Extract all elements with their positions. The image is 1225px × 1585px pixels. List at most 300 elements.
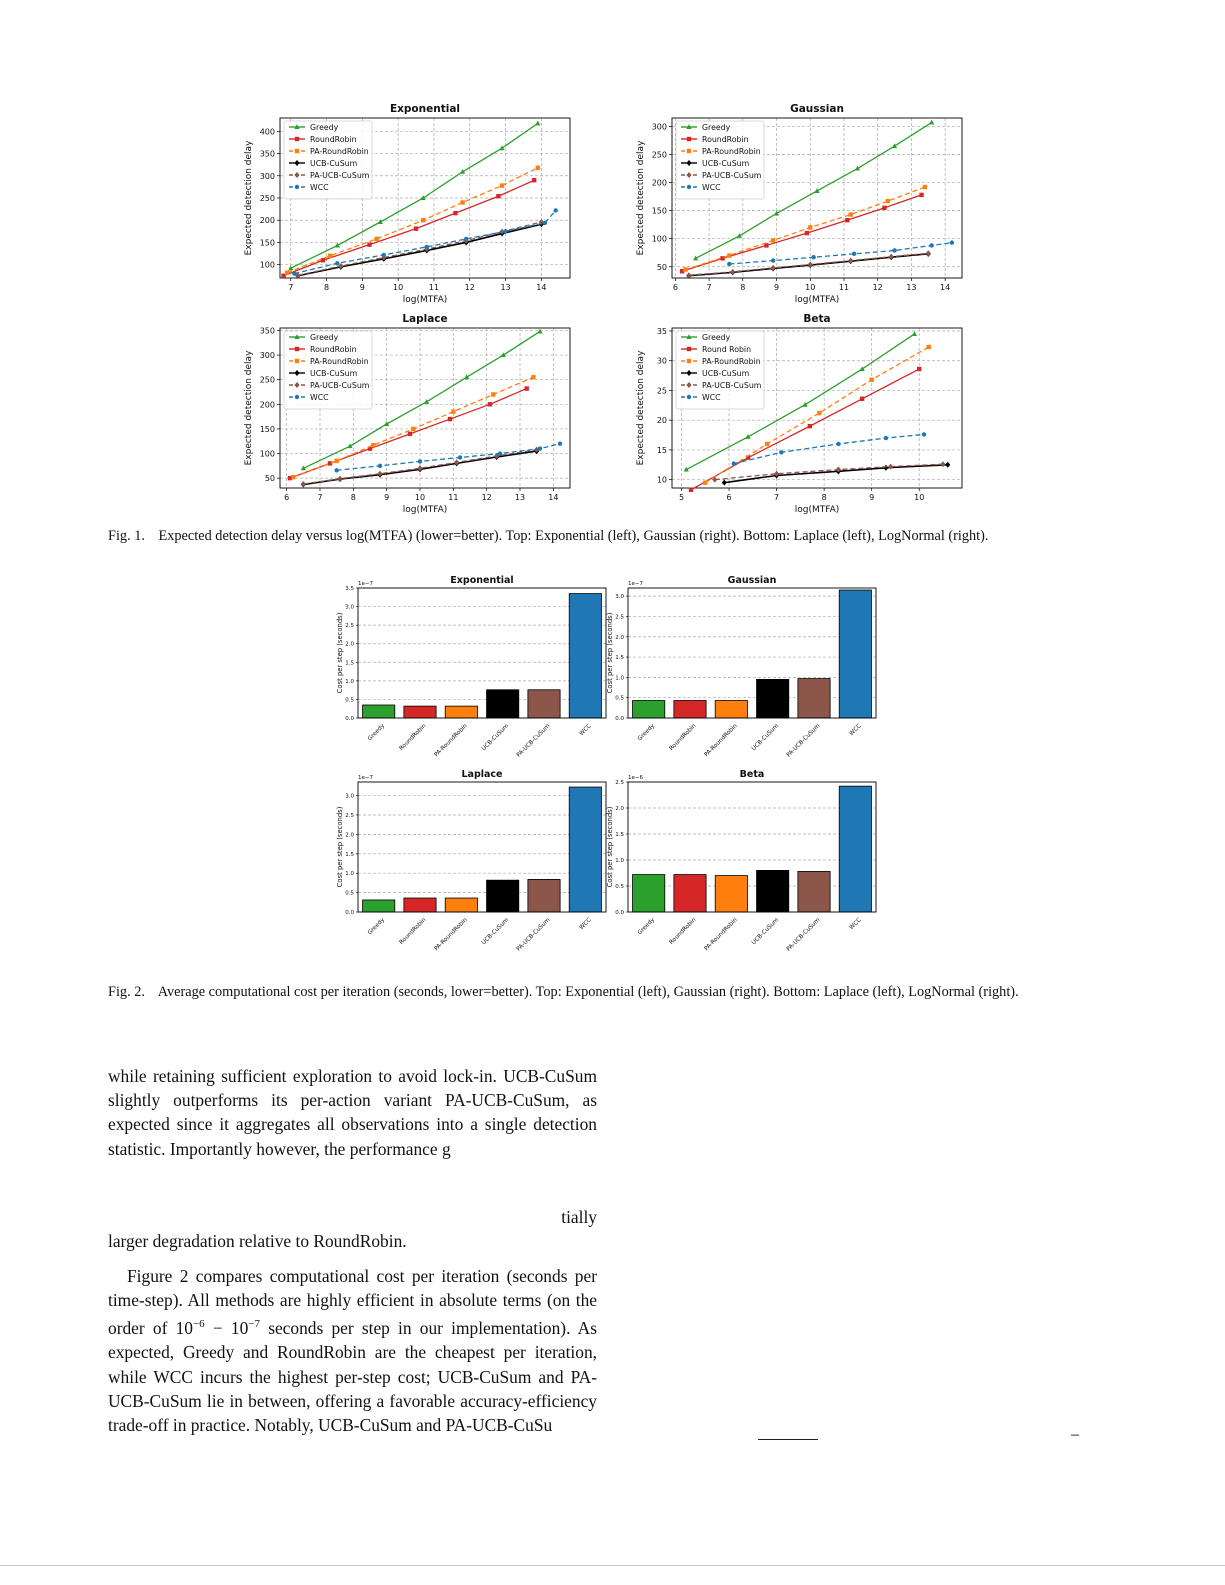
y-tick-label: 3.0: [615, 594, 624, 601]
axis-scale-label: 1e−7: [628, 581, 643, 587]
y-tick-label: 1.0: [615, 858, 624, 864]
x-axis-label: log(MTFA): [402, 505, 448, 515]
y-tick-label: 1.5: [345, 660, 354, 667]
y-tick-label: 2.0: [615, 806, 624, 812]
bar-greedy: [363, 900, 395, 912]
data-point-pa_roundrobin: [411, 427, 415, 431]
data-point-wcc: [892, 248, 896, 252]
data-point-pa_roundrobin: [703, 480, 707, 484]
data-point-pa_roundrobin: [765, 442, 769, 446]
legend-label-ucb_cusum: UCB-CuSum: [702, 159, 750, 168]
legend-label-pa_roundrobin: PA-RoundRobin: [310, 147, 369, 156]
bar-roundrobin: [674, 875, 706, 912]
x-tick-label: PA-RoundRobin: [703, 723, 739, 759]
bar-wcc: [569, 787, 601, 912]
y-tick-label: 2.0: [615, 634, 624, 641]
y-tick-label: 0.5: [345, 697, 354, 704]
data-point-pa_ucb_cusum: [926, 250, 931, 256]
y-tick-label: 350: [259, 149, 275, 159]
y-axis-label: Cost per step (seconds): [606, 806, 614, 888]
y-axis-label: Cost per step (seconds): [336, 612, 344, 694]
data-point-roundrobin: [524, 386, 528, 390]
x-tick-label: 12: [872, 283, 883, 292]
data-point-greedy: [535, 121, 540, 126]
legend-marker-pa_roundrobin: [295, 359, 299, 363]
data-point-greedy: [421, 195, 426, 200]
data-point-greedy: [912, 331, 917, 336]
plot-frame: [628, 782, 876, 912]
y-axis-label: Expected detection delay: [244, 350, 254, 466]
fig1-caption: [108, 527, 1116, 545]
axis-scale-label: 1e−7: [358, 581, 373, 587]
bar-ucb_cusum: [487, 690, 519, 718]
y-tick-label: 50: [264, 474, 275, 484]
data-point-roundrobin: [408, 432, 412, 436]
x-tick-label: PA-RoundRobin: [433, 723, 469, 759]
body-paragraph-1-tail-a: tially: [561, 1207, 597, 1227]
y-tick-label: 0.0: [615, 910, 624, 916]
x-tick-label: 10: [414, 493, 426, 502]
bar-ucb_cusum: [487, 880, 519, 912]
legend-label-greedy: Greedy: [310, 333, 339, 342]
legend-label-pa_ucb_cusum: PA-UCB-CuSum: [702, 381, 762, 390]
x-axis-label: log(MTFA): [794, 295, 840, 305]
legend-label-roundrobin: Round Robin: [702, 345, 752, 354]
chart-title: Laplace: [461, 769, 503, 780]
fig1-chart-laplace: [230, 308, 580, 518]
y-tick-label: 0.5: [615, 884, 624, 890]
data-point-pa_roundrobin: [291, 475, 295, 479]
data-point-pa_roundrobin: [491, 392, 495, 396]
data-point-pa_ucb_cusum: [888, 464, 893, 470]
data-point-wcc: [292, 271, 296, 275]
x-tick-label: 9: [384, 493, 390, 502]
bar-pa_roundrobin: [715, 701, 747, 718]
stray-dash: –: [1071, 1426, 1079, 1443]
fig2-chart-beta: [600, 764, 890, 959]
chart-title: Gaussian: [790, 103, 844, 115]
data-point-roundrobin: [917, 367, 921, 371]
data-point-pa_roundrobin: [869, 378, 873, 382]
y-tick-label: 350: [259, 326, 275, 336]
data-point-pa_roundrobin: [421, 218, 425, 222]
chart-title: Beta: [803, 313, 831, 325]
data-point-pa_roundrobin: [451, 409, 455, 413]
data-point-wcc: [836, 442, 840, 446]
data-point-wcc: [553, 208, 557, 212]
y-tick-label: 2.5: [345, 812, 354, 819]
bar-greedy: [363, 705, 395, 718]
fig2-text: Average computational cost per iteration (seconds, lower=better). Top: Exponential (left), Gaussian (right). Bottom: Laplace (left), LogNormal (right).: [157, 984, 1019, 1000]
data-point-wcc: [852, 252, 856, 256]
legend-label-pa_roundrobin: PA-RoundRobin: [702, 147, 761, 156]
bar-greedy: [633, 875, 665, 912]
bar-wcc: [839, 786, 871, 912]
bar-roundrobin: [674, 701, 706, 718]
y-axis-label: Cost per step (seconds): [336, 806, 344, 888]
x-tick-label: WCC: [578, 917, 593, 932]
y-axis-label: Expected detection delay: [244, 140, 254, 256]
y-tick-label: 10: [656, 475, 667, 485]
x-tick-label: 9: [773, 283, 780, 292]
fig2-chart-exponential: [330, 570, 620, 765]
data-point-pa_ucb_cusum: [730, 269, 735, 275]
x-tick-label: 11: [448, 493, 459, 502]
data-point-wcc: [538, 446, 542, 450]
data-point-roundrobin: [689, 488, 693, 492]
legend-marker-pa_roundrobin: [687, 359, 691, 363]
data-point-wcc: [425, 245, 429, 249]
y-tick-label: 150: [259, 424, 275, 434]
y-tick-label: 250: [259, 194, 275, 203]
x-axis-label: log(MTFA): [794, 505, 840, 515]
y-tick-label: 250: [259, 375, 275, 385]
legend-marker-roundrobin: [687, 137, 691, 141]
x-tick-label: 7: [288, 283, 294, 292]
bar-roundrobin: [404, 898, 436, 912]
x-tick-label: UCB-CuSum: [481, 917, 511, 947]
bar-pa_ucb_cusum: [528, 690, 560, 718]
data-point-pa_roundrobin: [683, 267, 687, 271]
x-tick-label: 13: [906, 283, 917, 292]
y-tick-label: 1.5: [615, 655, 624, 662]
data-point-roundrobin: [860, 397, 864, 401]
data-point-wcc: [727, 262, 731, 266]
x-tick-label: 8: [740, 283, 746, 292]
bar-pa_roundrobin: [715, 876, 747, 912]
data-point-pa_roundrobin: [817, 411, 821, 415]
x-tick-label: UCB-CuSum: [481, 723, 511, 753]
y-tick-label: 15: [656, 445, 667, 455]
y-tick-label: 0.0: [345, 910, 354, 916]
data-point-wcc: [771, 258, 775, 262]
y-tick-label: 35: [656, 326, 667, 336]
data-point-wcc: [503, 229, 507, 233]
data-point-roundrobin: [532, 178, 536, 182]
data-point-pa_roundrobin: [886, 199, 890, 203]
x-tick-label: 12: [481, 493, 492, 502]
x-tick-label: WCC: [848, 723, 863, 738]
data-point-greedy: [499, 145, 504, 150]
axis-scale-label: 1e−7: [358, 775, 373, 781]
fig1-text: Expected detection delay versus log(MTFA) (lower=better). Top: Exponential (left), Gaussian (right). Bottom: Laplace (left), LogNormal (right).: [158, 528, 989, 544]
x-tick-label: 8: [821, 493, 827, 502]
legend-label-ucb_cusum: UCB-CuSum: [702, 369, 750, 378]
x-tick-label: 9: [359, 283, 365, 292]
bar-pa_roundrobin: [445, 898, 477, 912]
y-tick-label: 2.5: [345, 623, 354, 630]
x-tick-label: 9: [869, 493, 875, 502]
x-tick-label: 6: [726, 493, 732, 502]
legend-marker-pa_roundrobin: [687, 149, 691, 153]
data-point-ucb_cusum: [722, 480, 727, 486]
data-point-wcc: [458, 455, 462, 459]
legend-marker-roundrobin: [687, 347, 691, 351]
data-point-pa_roundrobin: [285, 270, 289, 274]
data-point-pa_ucb_cusum: [686, 272, 691, 278]
data-point-roundrobin: [367, 242, 371, 246]
data-point-wcc: [811, 255, 815, 259]
data-point-pa_ucb_cusum: [377, 471, 382, 477]
page-bottom-rule: [0, 1565, 1225, 1566]
plot-frame: [628, 588, 876, 718]
x-tick-label: 8: [350, 493, 356, 502]
data-point-wcc: [929, 243, 933, 247]
data-point-roundrobin: [845, 218, 849, 222]
x-tick-label: 14: [548, 493, 559, 502]
y-tick-label: 3.0: [345, 604, 354, 611]
chart-title: Beta: [739, 769, 765, 780]
x-tick-label: Greedy: [636, 723, 657, 743]
data-point-wcc: [732, 461, 736, 465]
chart-title: Gaussian: [727, 575, 777, 586]
x-tick-label: 7: [317, 493, 323, 502]
data-point-ucb_cusum: [883, 465, 888, 471]
x-tick-label: RoundRobin: [668, 917, 698, 946]
y-axis-label: Cost per step (seconds): [606, 612, 614, 694]
data-point-roundrobin: [414, 226, 418, 230]
data-point-roundrobin: [453, 211, 457, 215]
y-tick-label: 1.0: [615, 675, 624, 682]
y-tick-label: 100: [259, 449, 275, 459]
data-point-pa_roundrobin: [460, 200, 464, 204]
x-tick-label: 5: [678, 493, 685, 502]
data-point-pa_roundrobin: [374, 237, 378, 241]
data-point-wcc: [418, 459, 422, 463]
series-wcc: [334, 441, 562, 472]
data-point-pa_roundrobin: [531, 375, 535, 379]
x-tick-label: PA-UCB-CuSum: [785, 723, 822, 759]
footnote-rule: [758, 1439, 818, 1440]
bar-roundrobin: [404, 706, 436, 718]
y-tick-label: 2.0: [345, 832, 354, 839]
data-point-roundrobin: [808, 424, 812, 428]
legend-marker-wcc: [295, 185, 299, 189]
legend-label-pa_ucb_cusum: PA-UCB-CuSum: [310, 381, 370, 390]
y-tick-label: 0.0: [615, 716, 624, 722]
x-tick-label: WCC: [848, 917, 863, 932]
y-axis-label: Expected detection delay: [636, 350, 646, 466]
y-tick-label: 1.5: [345, 851, 354, 858]
y-tick-label: 200: [259, 216, 275, 226]
x-tick-label: 14: [940, 283, 951, 292]
y-tick-label: 100: [651, 234, 667, 244]
data-point-wcc: [950, 240, 954, 244]
y-tick-label: 1.5: [615, 832, 624, 838]
data-point-pa_ucb_cusum: [301, 481, 306, 487]
legend-marker-roundrobin: [295, 347, 299, 351]
legend-label-greedy: Greedy: [702, 333, 731, 342]
data-point-roundrobin: [321, 258, 325, 262]
fig1-label: Fig. 1.: [108, 528, 145, 544]
series-pa_ucb_cusum: [686, 250, 931, 278]
x-tick-label: Greedy: [366, 723, 387, 743]
bar-ucb_cusum: [757, 870, 789, 912]
series-line-wcc: [734, 434, 924, 463]
x-tick-label: 10: [393, 283, 404, 292]
y-tick-label: 25: [656, 386, 667, 396]
x-tick-label: PA-UCB-CuSum: [515, 723, 552, 759]
y-tick-label: 3.5: [345, 586, 354, 592]
x-tick-label: 7: [774, 493, 780, 502]
x-tick-label: UCB-CuSum: [751, 917, 781, 947]
y-tick-label: 150: [259, 238, 275, 248]
chart-title: Exponential: [389, 103, 461, 115]
y-axis-label: Expected detection delay: [636, 140, 646, 256]
data-point-pa_ucb_cusum: [337, 476, 342, 482]
y-tick-label: 300: [651, 122, 667, 132]
fig2-caption: [108, 983, 1116, 1001]
x-tick-label: 6: [284, 493, 290, 502]
data-point-pa_roundrobin: [727, 253, 731, 257]
data-point-wcc: [779, 450, 783, 454]
data-point-wcc: [558, 441, 562, 445]
body-paragraph-2: Figure 2 compares computational cost per iteration (seconds per time-step). All methods are highly efficient in absolute terms (on the order of $10^{-6} - 10^{-7}$ seconds per step in our implementation). As expected, Greedy and RoundRobin are the cheapest per iteration, while WCC incurs the highest per-step cost; UCB-CuSum and PA-UCB-CuSum lie in between, offering a favorable accuracy-efficiency trade-off in practice. Notably, UCB-CuSum and PA-UCB-CuSu: [108, 1266, 598, 1436]
data-point-ucb_cusum: [945, 462, 950, 468]
data-point-pa_ucb_cusum: [889, 254, 894, 260]
x-tick-label: PA-RoundRobin: [703, 917, 739, 953]
data-point-wcc: [334, 468, 338, 472]
y-tick-label: 100: [259, 260, 275, 270]
data-point-pa_roundrobin: [500, 183, 504, 187]
y-tick-label: 0.5: [345, 890, 354, 897]
y-tick-label: 3.0: [345, 793, 354, 800]
x-tick-label: 7: [706, 283, 712, 292]
x-tick-label: PA-RoundRobin: [433, 917, 469, 953]
axis-scale-label: 1e−6: [628, 775, 643, 781]
data-point-pa_ucb_cusum: [417, 465, 422, 471]
y-tick-label: 200: [259, 400, 275, 410]
data-point-pa_ucb_cusum: [771, 265, 776, 271]
data-point-roundrobin: [496, 194, 500, 198]
legend: [676, 121, 764, 199]
fig2-chart-gaussian: [600, 570, 890, 765]
x-tick-label: PA-UCB-CuSum: [515, 917, 552, 953]
legend-label-pa_roundrobin: PA-RoundRobin: [310, 357, 369, 366]
bar-pa_ucb_cusum: [798, 679, 830, 718]
data-point-pa_roundrobin: [771, 238, 775, 242]
series-line-wcc: [729, 243, 952, 264]
chart-title: Exponential: [450, 575, 514, 586]
x-tick-label: WCC: [578, 723, 593, 738]
y-tick-label: 250: [651, 150, 667, 160]
data-point-wcc: [498, 451, 502, 455]
y-tick-label: 400: [259, 127, 275, 137]
legend: [284, 331, 372, 409]
bar-ucb_cusum: [757, 679, 789, 718]
x-tick-label: 13: [514, 493, 526, 502]
bar-wcc: [569, 594, 601, 718]
legend-label-ucb_cusum: UCB-CuSum: [310, 369, 358, 378]
legend-label-roundrobin: RoundRobin: [702, 135, 749, 144]
fig2-label: Fig. 2.: [108, 984, 145, 1000]
legend-marker-pa_roundrobin: [295, 149, 299, 153]
legend-label-ucb_cusum: UCB-CuSum: [310, 159, 358, 168]
legend-label-roundrobin: RoundRobin: [310, 135, 357, 144]
bar-pa_ucb_cusum: [798, 871, 830, 912]
math-exponent-range: $10^{-6} - 10^{-7}$: [175, 1318, 260, 1339]
x-tick-label: RoundRobin: [668, 723, 698, 752]
data-point-pa_roundrobin: [328, 254, 332, 258]
legend-label-roundrobin: RoundRobin: [310, 345, 357, 354]
data-point-pa_roundrobin: [927, 345, 931, 349]
legend-marker-wcc: [295, 395, 299, 399]
data-point-pa_roundrobin: [849, 212, 853, 216]
data-point-pa_ucb_cusum: [454, 459, 459, 465]
data-point-wcc: [382, 253, 386, 257]
y-tick-label: 150: [651, 206, 667, 216]
legend-marker-wcc: [687, 395, 691, 399]
data-point-roundrobin: [919, 193, 923, 197]
y-tick-label: 20: [656, 416, 667, 426]
bar-wcc: [839, 590, 871, 718]
data-point-greedy: [929, 120, 934, 125]
data-point-roundrobin: [488, 402, 492, 406]
bar-pa_ucb_cusum: [528, 879, 560, 912]
x-tick-label: UCB-CuSum: [751, 723, 781, 753]
x-tick-label: RoundRobin: [398, 917, 428, 946]
x-tick-label: 12: [464, 283, 475, 292]
x-tick-label: 13: [500, 283, 511, 292]
y-tick-label: 2.5: [615, 780, 624, 786]
legend-marker-wcc: [687, 185, 691, 189]
fig2-chart-laplace: [330, 764, 620, 959]
data-point-pa_roundrobin: [808, 225, 812, 229]
data-point-pa_roundrobin: [371, 443, 375, 447]
data-point-wcc: [543, 221, 547, 225]
x-tick-label: 11: [838, 283, 850, 292]
legend-label-wcc: WCC: [310, 183, 329, 192]
x-tick-label: RoundRobin: [398, 723, 428, 752]
x-tick-label: 14: [536, 283, 547, 292]
legend-label-greedy: Greedy: [310, 123, 339, 132]
y-tick-label: 300: [259, 171, 275, 181]
data-point-greedy: [860, 366, 865, 371]
y-tick-label: 0.5: [615, 695, 624, 702]
data-point-wcc: [884, 436, 888, 440]
series-roundrobin: [680, 193, 924, 274]
data-point-pa_roundrobin: [334, 459, 338, 463]
data-point-roundrobin: [448, 417, 452, 421]
plot-frame: [358, 588, 606, 718]
x-tick-label: 11: [428, 283, 440, 292]
data-point-wcc: [378, 464, 382, 468]
legend-label-wcc: WCC: [702, 183, 721, 192]
data-point-pa_roundrobin: [536, 166, 540, 170]
legend-label-greedy: Greedy: [702, 123, 731, 132]
data-point-wcc: [464, 237, 468, 241]
body-paragraph-1: while retaining sufficient exploration to avoid lock-in. UCB-CuSum slightly outperforms its per-action variant PA-UCB-CuSum, as expected since it aggregates all observations into a single detection statistic. Importantly however, the performance g: [108, 1066, 597, 1159]
legend-label-pa_ucb_cusum: PA-UCB-CuSum: [310, 171, 370, 180]
y-tick-label: 0.0: [345, 716, 354, 722]
y-tick-label: 300: [259, 351, 275, 361]
data-point-wcc: [335, 261, 339, 265]
data-point-roundrobin: [805, 231, 809, 235]
fig1-chart-beta: [622, 308, 972, 518]
x-tick-label: 10: [914, 493, 925, 502]
data-point-greedy: [537, 329, 542, 334]
x-tick-label: 10: [805, 283, 816, 292]
legend-label-pa_roundrobin: PA-RoundRobin: [702, 357, 761, 366]
y-tick-label: 50: [656, 262, 667, 272]
legend: [284, 121, 372, 199]
x-tick-label: Greedy: [366, 917, 387, 937]
fig1-chart-gaussian: [622, 98, 972, 308]
legend-label-wcc: WCC: [310, 393, 329, 402]
x-tick-label: PA-UCB-CuSum: [785, 917, 822, 953]
legend-label-pa_ucb_cusum: PA-UCB-CuSum: [702, 171, 762, 180]
fig1-chart-exponential: [230, 98, 580, 308]
